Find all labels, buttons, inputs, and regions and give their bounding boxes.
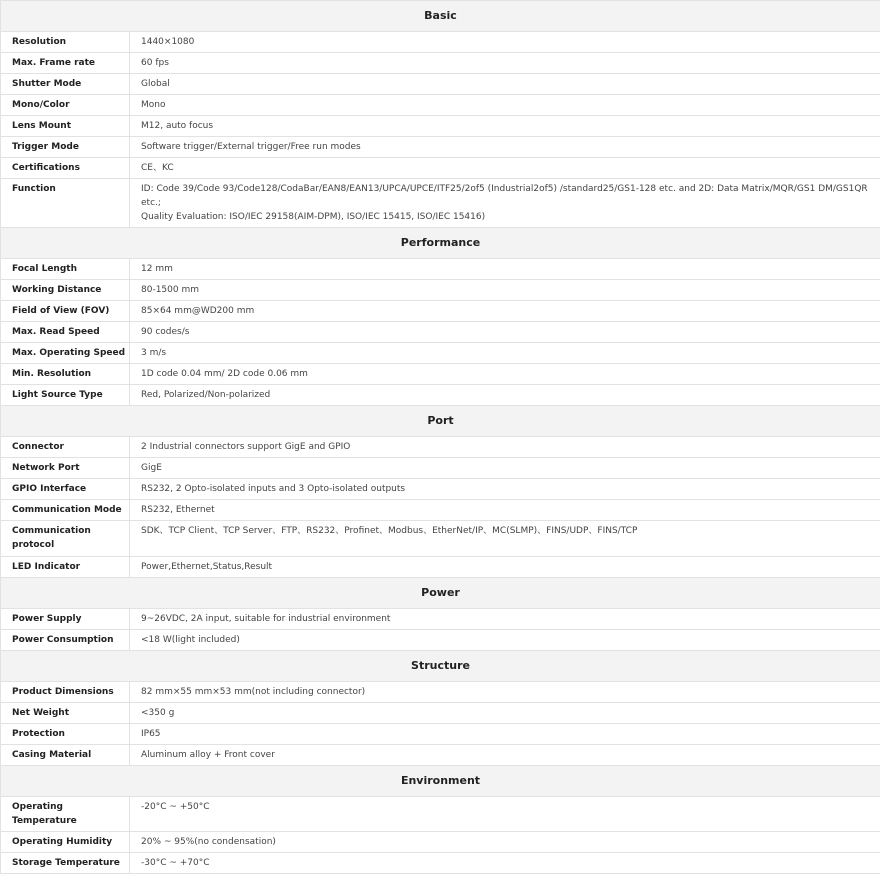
spec-label: Protection: [1, 724, 130, 745]
spec-label-line: protocol: [12, 538, 129, 552]
spec-value: 90 codes/s: [130, 322, 880, 343]
table-row: [1, 682, 880, 703]
section-title: Port: [1, 406, 880, 437]
spec-value: CE、KC: [130, 158, 880, 179]
spec-value-line: Quality Evaluation: ISO/IEC 29158(AIM-DPM), ISO/IEC 15415, ISO/IEC 15416): [141, 210, 880, 224]
spec-label: Communication Mode: [1, 500, 130, 521]
table-row: [1, 724, 880, 745]
section-header-port: [1, 406, 880, 437]
spec-value: Red, Polarized/Non-polarized: [130, 385, 880, 406]
table-row: [1, 745, 880, 766]
spec-label: Min. Resolution: [1, 364, 130, 385]
section-title: Basic: [1, 1, 880, 32]
table-row: [1, 832, 880, 853]
spec-label-line: Communication: [12, 524, 129, 538]
table-row: [1, 343, 880, 364]
spec-label: LED Indicator: [1, 557, 130, 578]
spec-value: GigE: [130, 458, 880, 479]
spec-value: 1D code 0.04 mm/ 2D code 0.06 mm: [130, 364, 880, 385]
spec-value: 85×64 mm@WD200 mm: [130, 301, 880, 322]
spec-label: Function: [1, 179, 130, 228]
table-row: [1, 259, 880, 280]
section-title: Performance: [1, 228, 880, 259]
spec-label: Trigger Mode: [1, 137, 130, 158]
table-row: [1, 280, 880, 301]
spec-label: Field of View (FOV): [1, 301, 130, 322]
spec-label: Max. Read Speed: [1, 322, 130, 343]
spec-label: Mono/Color: [1, 95, 130, 116]
spec-label: Product Dimensions: [1, 682, 130, 703]
spec-label: Shutter Mode: [1, 74, 130, 95]
spec-label: Storage Temperature: [1, 853, 130, 874]
table-row: [1, 458, 880, 479]
spec-value: 2 Industrial connectors support GigE and GPIO: [130, 437, 880, 458]
section-header-structure: [1, 651, 880, 682]
spec-value: 80-1500 mm: [130, 280, 880, 301]
table-row: [1, 630, 880, 651]
section-title: Environment: [1, 766, 880, 797]
spec-label: Light Source Type: [1, 385, 130, 406]
spec-value: <18 W(light included): [130, 630, 880, 651]
spec-value: Power,Ethernet,Status,Result: [130, 557, 880, 578]
spec-label: Resolution: [1, 32, 130, 53]
spec-value: [130, 179, 880, 228]
spec-value: RS232, Ethernet: [130, 500, 880, 521]
table-row: [1, 703, 880, 724]
spec-value: 60 fps: [130, 53, 880, 74]
table-row: [1, 557, 880, 578]
section-header-power: [1, 578, 880, 609]
table-row: [1, 158, 880, 179]
table-row: [1, 301, 880, 322]
spec-label: Lens Mount: [1, 116, 130, 137]
table-row: [1, 179, 880, 228]
spec-label: Net Weight: [1, 703, 130, 724]
table-row: [1, 797, 880, 832]
table-row: [1, 500, 880, 521]
spec-value: 82 mm×55 mm×53 mm(not including connector): [130, 682, 880, 703]
spec-value: Software trigger/External trigger/Free run modes: [130, 137, 880, 158]
spec-value: 12 mm: [130, 259, 880, 280]
spec-label: Focal Length: [1, 259, 130, 280]
spec-value: M12, auto focus: [130, 116, 880, 137]
spec-label: Connector: [1, 437, 130, 458]
spec-value: -30°C ~ +70°C: [130, 853, 880, 874]
table-row: [1, 437, 880, 458]
spec-label: Max. Frame rate: [1, 53, 130, 74]
spec-value-line: ID: Code 39/Code 93/Code128/CodaBar/EAN8/EAN13/UPCA/UPCE/ITF25/2of5 (Industrial2of5) /standard25/GS1-128 etc. and 2D: Data Matrix/MQR/GS1 DM/GS1QR etc.;: [141, 182, 880, 210]
spec-value: Aluminum alloy + Front cover: [130, 745, 880, 766]
table-row: [1, 32, 880, 53]
spec-label: Casing Material: [1, 745, 130, 766]
spec-value: <350 g: [130, 703, 880, 724]
spec-value: Mono: [130, 95, 880, 116]
spec-label: GPIO Interface: [1, 479, 130, 500]
spec-label: Operating Temperature: [1, 797, 130, 832]
table-row: [1, 95, 880, 116]
spec-label: Power Consumption: [1, 630, 130, 651]
spec-label: [1, 521, 130, 557]
table-row: [1, 853, 880, 874]
section-header-basic: [1, 1, 880, 32]
spec-label: Working Distance: [1, 280, 130, 301]
table-row: [1, 385, 880, 406]
table-row: [1, 364, 880, 385]
section-header-performance: [1, 228, 880, 259]
spec-value: IP65: [130, 724, 880, 745]
table-row: [1, 609, 880, 630]
table-row: [1, 74, 880, 95]
spec-value: 20% ~ 95%(no condensation): [130, 832, 880, 853]
spec-value: 9~26VDC, 2A input, suitable for industrial environment: [130, 609, 880, 630]
table-row: [1, 53, 880, 74]
spec-label: Operating Humidity: [1, 832, 130, 853]
spec-value: SDK、TCP Client、TCP Server、FTP、RS232、Profinet、Modbus、EtherNet/IP、MC(SLMP)、FINS/UDP、FINS/TCP: [130, 521, 880, 557]
spec-value: 3 m/s: [130, 343, 880, 364]
section-title: Power: [1, 578, 880, 609]
spec-value: 1440×1080: [130, 32, 880, 53]
spec-label: Certifications: [1, 158, 130, 179]
section-title: Structure: [1, 651, 880, 682]
spec-value: Global: [130, 74, 880, 95]
table-row: [1, 521, 880, 557]
table-row: [1, 479, 880, 500]
spec-label: Max. Operating Speed: [1, 343, 130, 364]
spec-label: Power Supply: [1, 609, 130, 630]
table-row: [1, 116, 880, 137]
spec-value: RS232, 2 Opto-isolated inputs and 3 Opto-isolated outputs: [130, 479, 880, 500]
table-row: [1, 137, 880, 158]
section-header-environment: [1, 766, 880, 797]
spec-value: -20°C ~ +50°C: [130, 797, 880, 832]
table-row: [1, 322, 880, 343]
spec-label: Network Port: [1, 458, 130, 479]
